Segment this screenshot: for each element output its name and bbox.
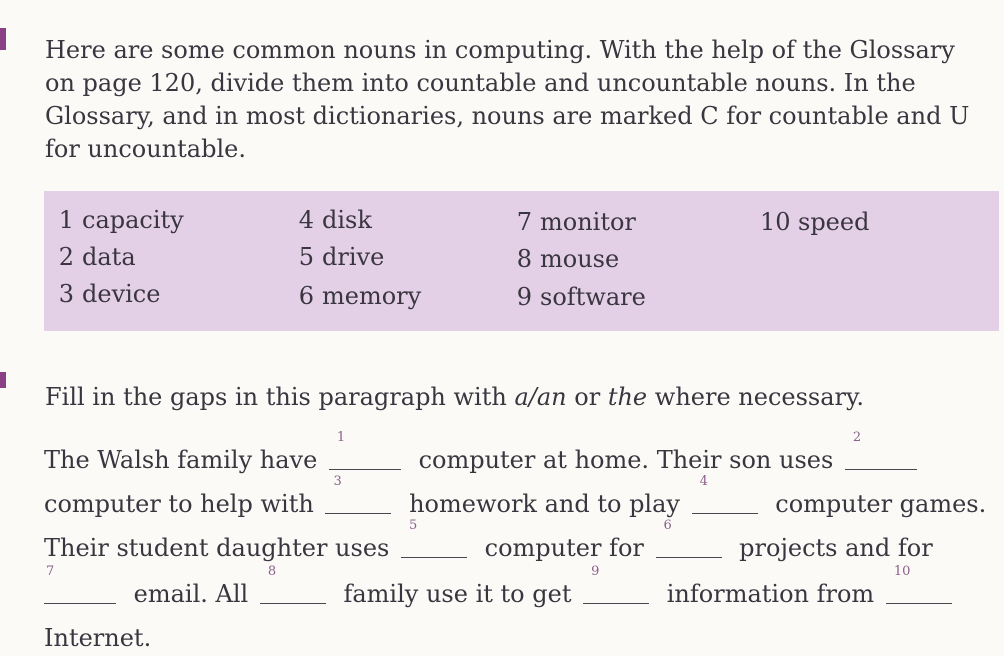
word-item: 3 device	[58, 280, 161, 308]
gap-blank[interactable]: 7	[44, 579, 116, 604]
gap-blank[interactable]: 4	[692, 489, 758, 514]
gap-blank[interactable]: 1	[329, 445, 401, 470]
paragraph-line: Their student daughter uses 5 computer for 6 projects and for	[44, 518, 933, 562]
exercise-7-instruction: Fill in the gaps in this paragraph with a/an or the where necessary.	[45, 383, 864, 411]
paragraph-line: 7 email. All 8 family use it to get 9 information from 10	[44, 576, 962, 612]
exercise-7-marker	[0, 372, 6, 388]
paragraph-line: computer to help with 3 homework and to play 4 computer games.	[44, 474, 987, 518]
word-list-box	[44, 191, 999, 331]
exercise-6-marker	[0, 28, 6, 50]
exercise-6-instruction: Here are some common nouns in computing. With the help of the Glossary on page 120, divide them into countable and uncountable nouns. In the Glossary, and in most dictionaries, nouns are marked C for countable and U for uncountable.	[45, 36, 970, 163]
gap-blank[interactable]: 8	[260, 579, 326, 604]
paragraph-line: The Walsh family have 1 computer at home. Their son uses 2	[44, 442, 927, 478]
paragraph-line: Internet.	[44, 624, 152, 652]
gap-blank[interactable]: 5	[401, 533, 467, 558]
word-item: 6 memory	[298, 282, 422, 310]
word-item: 7 monitor	[516, 208, 636, 236]
word-item: 2 data	[58, 243, 136, 271]
word-item: 8 mouse	[516, 245, 620, 273]
word-item: 10 speed	[760, 208, 870, 236]
gap-blank[interactable]: 9	[583, 579, 649, 604]
gap-blank[interactable]: 6	[656, 533, 722, 558]
word-item: 1 capacity	[58, 206, 184, 234]
gap-blank[interactable]: 10	[886, 579, 952, 604]
word-item: 4 disk	[298, 206, 372, 234]
word-item: 5 drive	[298, 243, 385, 271]
word-item: 9 software	[516, 283, 646, 311]
gap-blank[interactable]: 2	[845, 445, 917, 470]
gap-blank[interactable]: 3	[325, 489, 391, 514]
